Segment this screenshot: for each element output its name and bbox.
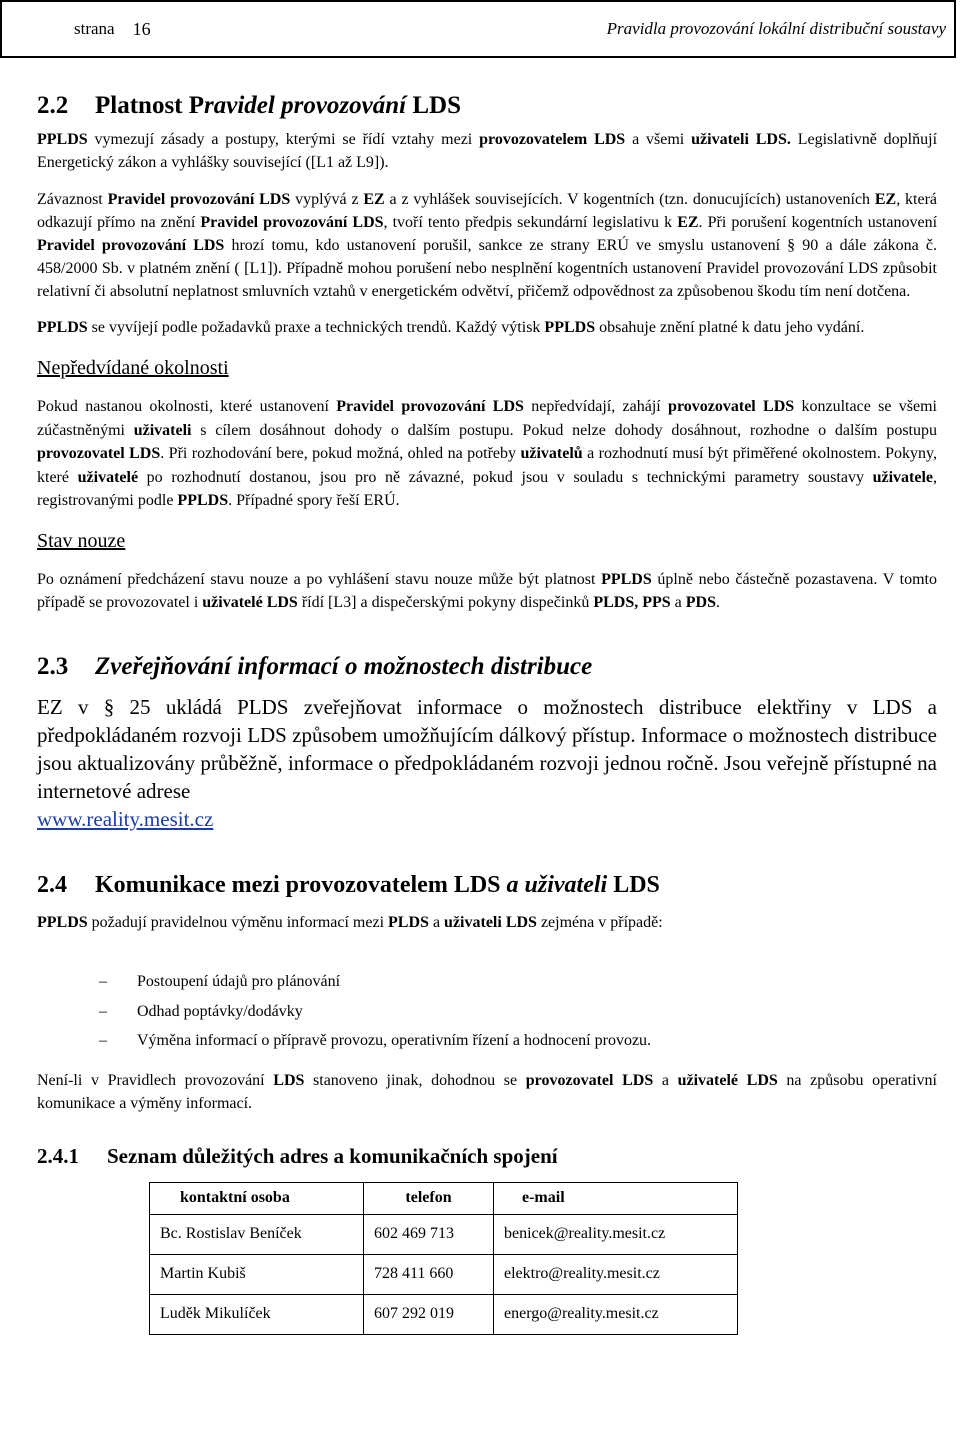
paragraph-unforeseen: Pokud nastanou okolnosti, které ustanovení Pravidel provozování LDS nepředvídají, zahájí provozovatel LDS konzultace se všemi zúčastněnými uživateli s cílem dosáhnout dohody o dalším postupu. Pokud nelze dohody dosáhnout, rozhodne o dalším postupu provozovatel LDS. Při rozhodování bere, pokud možná, ohled na potřeby uživatelů a rozhodnutí musí být přiměřené okolnostem. Pokyny, které uživatelé po rozhodnutí dostanou, jsou pro ně závazné, pokud jsou v souladu s technickými parametry soustavy uživatele, registrovanými podle PPLDS. Případné spory řeší ERÚ. [37,398,938,509]
emphasized-term: uživateli LDS [444,913,537,931]
emphasized-term: PLDS [388,913,429,931]
table-row [150,1294,738,1334]
section-number: 2.2 [37,92,69,119]
emphasized-term: PPLDS [544,319,596,336]
section-title-part: Komunikace mezi provozovatelem LDS [95,871,507,898]
contact-person: Martin Kubiš [150,1254,364,1294]
contact-email: benicek@reality.mesit.cz [494,1214,738,1254]
paragraph-distribution-info [37,693,937,833]
emphasized-term: provozovatelem LDS [479,131,626,148]
contact-phone: 607 292 019 [364,1294,494,1334]
section-title: Zveřejňování informací o možnostech distribuce [95,652,593,680]
emergency-heading: Stav nouze [37,529,126,552]
emphasized-term: Pravidel provozování LDS [37,237,225,254]
emphasized-term: uživateli [133,421,192,439]
emphasized-term: Pravidel provozování LDS [336,398,524,415]
paragraph-development: PPLDS se vyvíjejí podle požadavků praxe a technických trendů. Každý výtisk PPLDS obsahuje znění platné k datu jeho vydání. [37,319,865,336]
contacts-table [149,1182,738,1335]
unforeseen-heading: Nepředvídané okolnosti [37,357,229,379]
emphasized-term: provozovatel LDS [525,1071,654,1089]
list-item [37,997,937,1027]
distribution-text: EZ v § 25 ukládá PLDS zveřejňovat informace o možnostech distribuce elektřiny v LDS a předpokládaném rozvoji LDS způsobem umožňujícím dálkový přístup. Informace o možnostech distribuce jsou aktualizovány průběžně, informace o předpokládaném rozvoji jednou ročně. Jsou veřejně přístupné na internetové adrese [37,694,937,803]
emphasized-term: PPLDS [37,131,88,148]
emphasized-term: Pravidel provozování LDS [200,214,384,231]
emphasized-term: uživateli LDS. [691,131,791,148]
section-title-italic: ravidel provozování [204,92,407,119]
dash-bullet: – [99,1032,107,1049]
emphasized-term: PDS [685,594,717,611]
emphasized-term: PPLDS [601,570,652,588]
contact-email: elektro@reality.mesit.cz [494,1254,738,1294]
emphasized-term: uživatele [872,468,934,486]
contact-person: Luděk Mikulíček [150,1294,364,1334]
section-title-part: LDS [607,871,660,898]
emphasized-term: Pravidel provozování LDS [107,191,291,208]
section-title-part: Platnost P [95,92,205,119]
column-header: telefon [364,1182,494,1214]
paragraph-operational: Není-li v Pravidlech provozování LDS stanoveno jinak, dohodnou se provozovatel LDS a uživatelé LDS na způsobu operativní komunikace a výměny informací. [37,1071,938,1112]
page-header [0,0,956,58]
paragraph-emergency: Po oznámení předcházení stavu nouze a po vyhlášení stavu nouze může být platnost PPLDS úplně nebo částečně pozastavena. V tomto případě se provozovatel i uživatelé LDS řídí [L3] a dispečerskými pokyny dispečinků PLDS, PPS a PDS. [37,570,937,611]
section-2-3-heading [37,651,937,683]
column-header: e-mail [494,1182,738,1214]
page-content [37,90,937,1335]
emphasized-term: EZ [677,214,699,231]
table-row [150,1254,738,1294]
emphasized-term: LDS [273,1071,305,1089]
section-2-4-heading [37,869,937,901]
contact-phone: 728 411 660 [364,1254,494,1294]
emphasized-term: provozovatel LDS [37,445,161,462]
website-link[interactable]: www.reality.mesit.cz [37,806,214,831]
paragraph-binding: Závaznost Pravidel provozování LDS vyplývá z EZ a z vyhlášek souvisejících. V kogentních (tzn. donucujících) ustanoveních EZ, která odkazují přímo na znění Pravidel provozování LDS, tvoří tento předpis sekundární legislativu k EZ. Při porušení kogentních ustanovení Pravidel provozování LDS hrozí tomu, kdo ustanovení porušil, sankce ze strany ERÚ ve smyslu ustanovení § 90 a dále zákona č. 458/2000 Sb. v platném znění ( [L1]). Případně mohou porušení nebo nesplnění kogentních ustanovení Pravidel provozování LDS způsobit relativní či absolutní neplatnost smluvních vztahů v energetickém odvětví, přičemž odpovědnost za způsobenou škodu tím není dotčena. [37,191,938,300]
emphasized-term: PPLDS [37,913,88,931]
section-2-2-heading [37,90,937,122]
contact-email: energo@reality.mesit.cz [494,1294,738,1334]
list-item [37,967,937,997]
section-number: 2.4.1 [37,1143,79,1168]
list-item [37,1026,937,1056]
section-number: 2.4 [37,871,67,898]
emphasized-term: PLDS, PPS [593,594,671,611]
dash-bullet: – [99,973,107,990]
page-label: strana [74,19,115,38]
emphasized-term: PPLDS [37,319,88,336]
column-header: kontaktní osoba [150,1182,364,1214]
list-item-text: Postoupení údajů pro plánování [137,973,341,990]
table-row [150,1214,738,1254]
list-item-text: Výměna informací o přípravě provozu, operativním řízení a hodnocení provozu. [137,1032,652,1049]
document-title: Pravidla provozování lokální distribuční soustavy [606,19,946,38]
page-number: 16 [132,18,151,39]
section-title: Seznam důležitých adres a komunikačních spojení [107,1143,558,1168]
paragraph-validity: PPLDS vymezují zásady a postupy, kterými se řídí vztahy mezi provozovatelem LDS a všemi uživateli LDS. Legislativně doplňují Energetický zákon a vyhlášky související ([L1 až L9]). [37,131,938,171]
emphasized-term: EZ [363,191,385,208]
contact-person: Bc. Rostislav Beníček [150,1214,364,1254]
emphasized-term: PPLDS [177,492,229,509]
emphasized-term: uživatelé LDS [677,1071,778,1089]
list-item-text: Odhad poptávky/dodávky [137,1002,303,1020]
paragraph-communication: PPLDS požadují pravidelnou výměnu informací mezi PLDS a uživateli LDS zejména v případě: [37,913,663,931]
emphasized-term: provozovatel LDS [668,398,795,415]
dash-bullet: – [99,1002,107,1020]
emphasized-term: EZ [874,191,897,208]
section-title-italic: a uživateli [506,871,608,898]
emphasized-term: uživatelé [77,468,139,486]
emphasized-term: uživatelů [520,445,583,462]
section-number: 2.3 [37,652,69,680]
emphasized-term: uživatelé LDS [202,594,298,611]
section-title-part: LDS [406,92,461,119]
section-2-4-1-heading [37,1142,937,1170]
table-header-row [150,1182,738,1214]
communication-list [37,967,937,1056]
contact-phone: 602 469 713 [364,1214,494,1254]
